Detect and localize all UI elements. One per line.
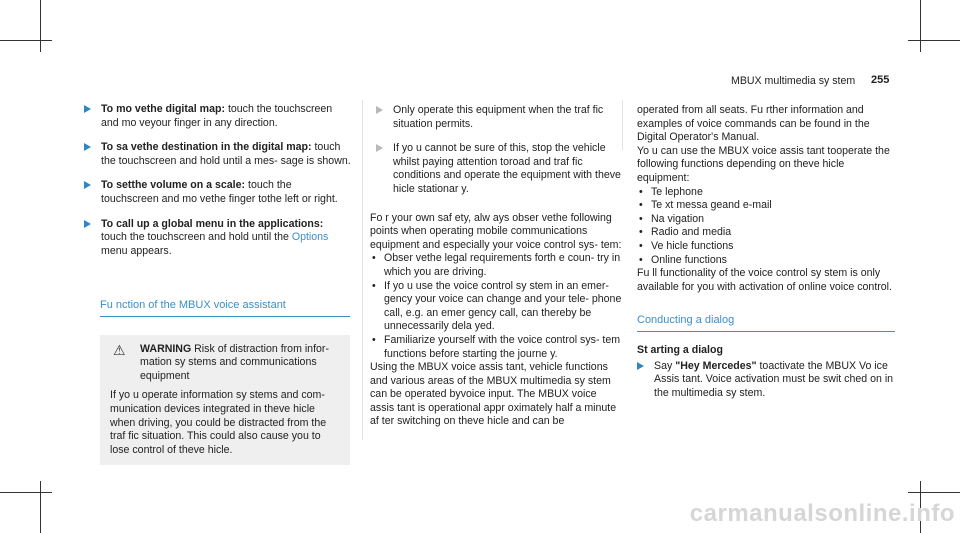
column-3 [370,104,622,429]
instruction-step [376,142,622,196]
paragraph: Using the MBUX voice assis tant, vehicle functions and various areas of the MBUX multimedia sy stem can be operated byvoice input. The MBUX voice assis tant is operational appr oximately half a minute af ter switching on theve hicle and can be [370,361,617,428]
paragraph: Fo r your own saf ety, alw ays obser vethe following points when operating mobile communications equipment and especially your voice control sys‐ tem: [370,211,622,251]
warning-triangle-icon: ⚠ [113,341,126,358]
crop-mark [40,0,41,52]
step-arrow-icon [637,362,644,370]
crop-mark [0,492,52,493]
step-arrow-icon [84,143,91,151]
page-number: 255 [871,74,890,86]
paragraph: Fu ll functionality of the voice control sy stem is only available for you with activation of online voice control. [637,267,892,293]
instruction-step [84,218,352,259]
step-text: touch the touchscreen and mo veyour finger in any direction. [101,103,333,129]
step-title: To call up a global menu in the applications: [101,217,324,230]
options-link[interactable]: Options [291,231,329,244]
list-item: • If yo u use the voice control sy stem in an emer‐ gency your voice can change and your tele‐ phone call, e.g. an emer gency call, can thereby be unnecessarily dela yed. [370,280,622,334]
step-arrow-icon [84,105,91,113]
list-item: • Te lephone [637,186,895,200]
paragraph: operated from all seats. Fu rther information and examples of voice commands can be found in the Digital Operator's Manual. [637,104,870,144]
step-text-after: menu appears. [101,244,172,257]
bullet-list [637,186,895,268]
column-divider [362,100,363,440]
running-header: MBUX multimedia sy stem [731,75,856,87]
list-item: • Ve hicle functions [637,240,895,254]
warning-head [110,343,342,384]
step-text: touch the touchscreen and hold until a mes‐ sage is shown. [101,141,351,167]
list-item: • Na vigation [637,213,895,227]
warning-box [100,335,350,466]
instruction-step [376,104,622,131]
column-2 [100,299,350,465]
step-title: To mo vethe digital map: [101,103,225,115]
step-text: touch the touchscreen and mo vethe finger tothe left or right. [101,179,338,205]
column-divider [622,100,623,150]
step-arrow-icon [376,144,383,152]
list-item: • Online functions [637,254,895,268]
crop-mark [920,0,921,52]
crop-mark [908,40,960,41]
warning-label: WARNING [140,342,192,355]
list-item: • Familiarize yourself with the voice control sys‐ tem functions before starting the journe y. [370,334,622,361]
bullet-list [370,252,622,361]
step-title: To setthe volume on a scale: [101,179,246,192]
subheading: St arting a dialog [637,343,723,356]
instruction-step [637,360,895,401]
list-item: • Obser vethe legal requirements forth e coun‐ try in which you are driving. [370,252,622,279]
section-title: Fu nction of the MBUX voice assistant [100,299,350,317]
watermark: carmanualsonline.info [689,500,955,527]
warning-body: If yo u operate information sy stems and com‐ munication devices integrated in theve hicle when driving, you could be distracted from the traf fic situation. This could also cause you to lose control of theve hicle. [110,389,327,456]
list-item: • Te xt messa geand e‑mail [637,199,895,213]
step-arrow-icon [84,181,91,189]
step-arrow-icon [376,106,383,114]
step-arrow-icon [84,220,91,228]
instruction-step [84,103,352,130]
section-title: Conducting a dialog [637,314,895,332]
instruction-step [84,179,352,206]
step-text: Only operate this equipment when the traf fic situation permits. [393,104,604,130]
instruction-step [84,141,352,168]
list-item: • Radio and media [637,226,895,240]
column-1 [84,103,352,269]
step-title: To sa vethe destination in the digital map: [101,141,312,154]
step-quote: "Hey Mercedes" [675,359,757,372]
step-text: toactivate the MBUX Vo ice Assis tant. Voice activation must be swit ched on in the multimedia sy stem. [654,359,894,399]
step-text: touch the touchscreen and hold until the [101,231,289,244]
step-prefix: Say [654,359,673,372]
warning-text: Risk of distraction from infor‐ mation sy stems and communications equipment [140,342,329,382]
crop-mark [908,492,960,493]
crop-mark [0,40,52,41]
crop-mark [40,481,41,533]
column-4 [637,104,895,400]
step-text: If yo u cannot be sure of this, stop the vehicle whilst paying attention toroad and traf fic conditions and operate the equipment with theve hicle stationar y. [393,142,621,195]
paragraph: Yo u can use the MBUX voice assis tant tooperate the following functions depending on theve hicle equipment: [637,144,890,184]
